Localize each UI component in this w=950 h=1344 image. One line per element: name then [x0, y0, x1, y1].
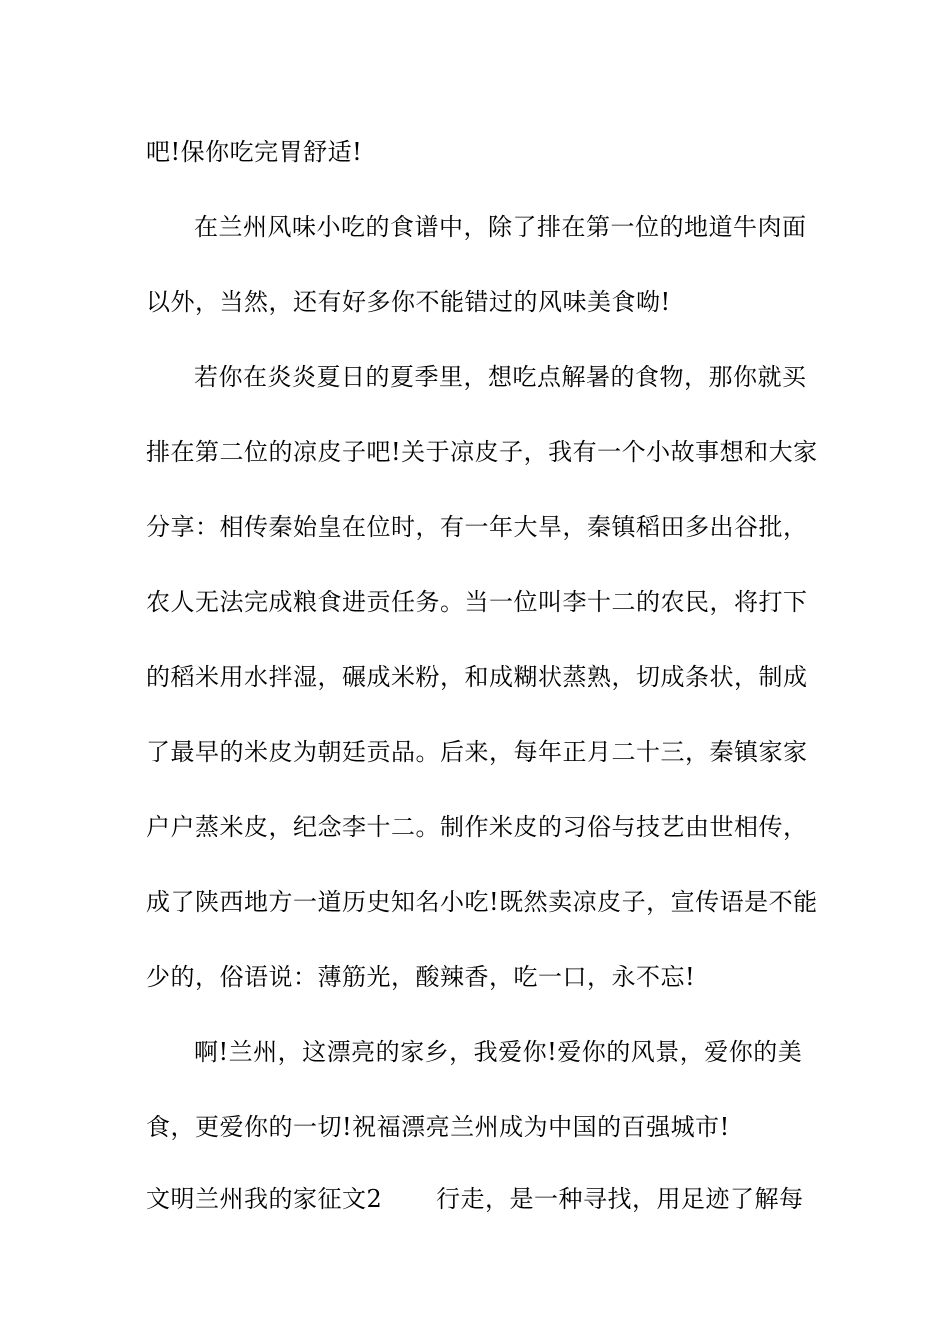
- text-line: 食，更爱你的一切!祝福漂亮兰州成为中国的百强城市!: [146, 1113, 730, 1141]
- paragraph-start-line: 在兰州风味小吃的食谱中，除了排在第一位的地道牛肉面: [194, 213, 807, 241]
- section-title: 文明兰州我的家征文2: [146, 1185, 383, 1213]
- text-line: 排在第二位的凉皮子吧!关于凉皮子，我有一个小故事想和大家: [146, 438, 818, 466]
- text-line: 的稻米用水拌湿，碾成米粉，和成糊状蒸熟，切成条状，制成: [146, 663, 808, 691]
- text-line: 成了陕西地方一道历史知名小吃!既然卖凉皮子，宣传语是不能: [146, 888, 818, 916]
- text-line: 分享：相传秦始皇在位时，有一年大旱，秦镇稻田多出谷批，: [146, 513, 808, 541]
- paragraph-start-line: 啊!兰州，这漂亮的家乡，我爱你!爱你的风景，爱你的美: [194, 1038, 803, 1066]
- text-line: 以外，当然，还有好多你不能错过的风味美食呦!: [146, 288, 671, 316]
- text-line: 户户蒸米皮，纪念李十二。制作米皮的习俗与技艺由世相传，: [146, 813, 808, 841]
- text-line: 了最早的米皮为朝廷贡品。后来，每年正月二十三，秦镇家家: [146, 738, 808, 766]
- section-first-line: 行走，是一种寻找，用足迹了解每: [436, 1185, 804, 1213]
- paragraph-start-line: 若你在炎炎夏日的夏季里，想吃点解暑的食物，那你就买: [194, 363, 807, 391]
- text-line: 农人无法完成粮食进贡任务。当一位叫李十二的农民，将打下: [146, 588, 808, 616]
- section-heading-row: [146, 1183, 816, 1215]
- text-line: 吧!保你吃完胃舒适!: [146, 138, 363, 166]
- text-line: 少的，俗语说：薄筋光，酸辣香，吃一口，永不忘!: [146, 963, 696, 991]
